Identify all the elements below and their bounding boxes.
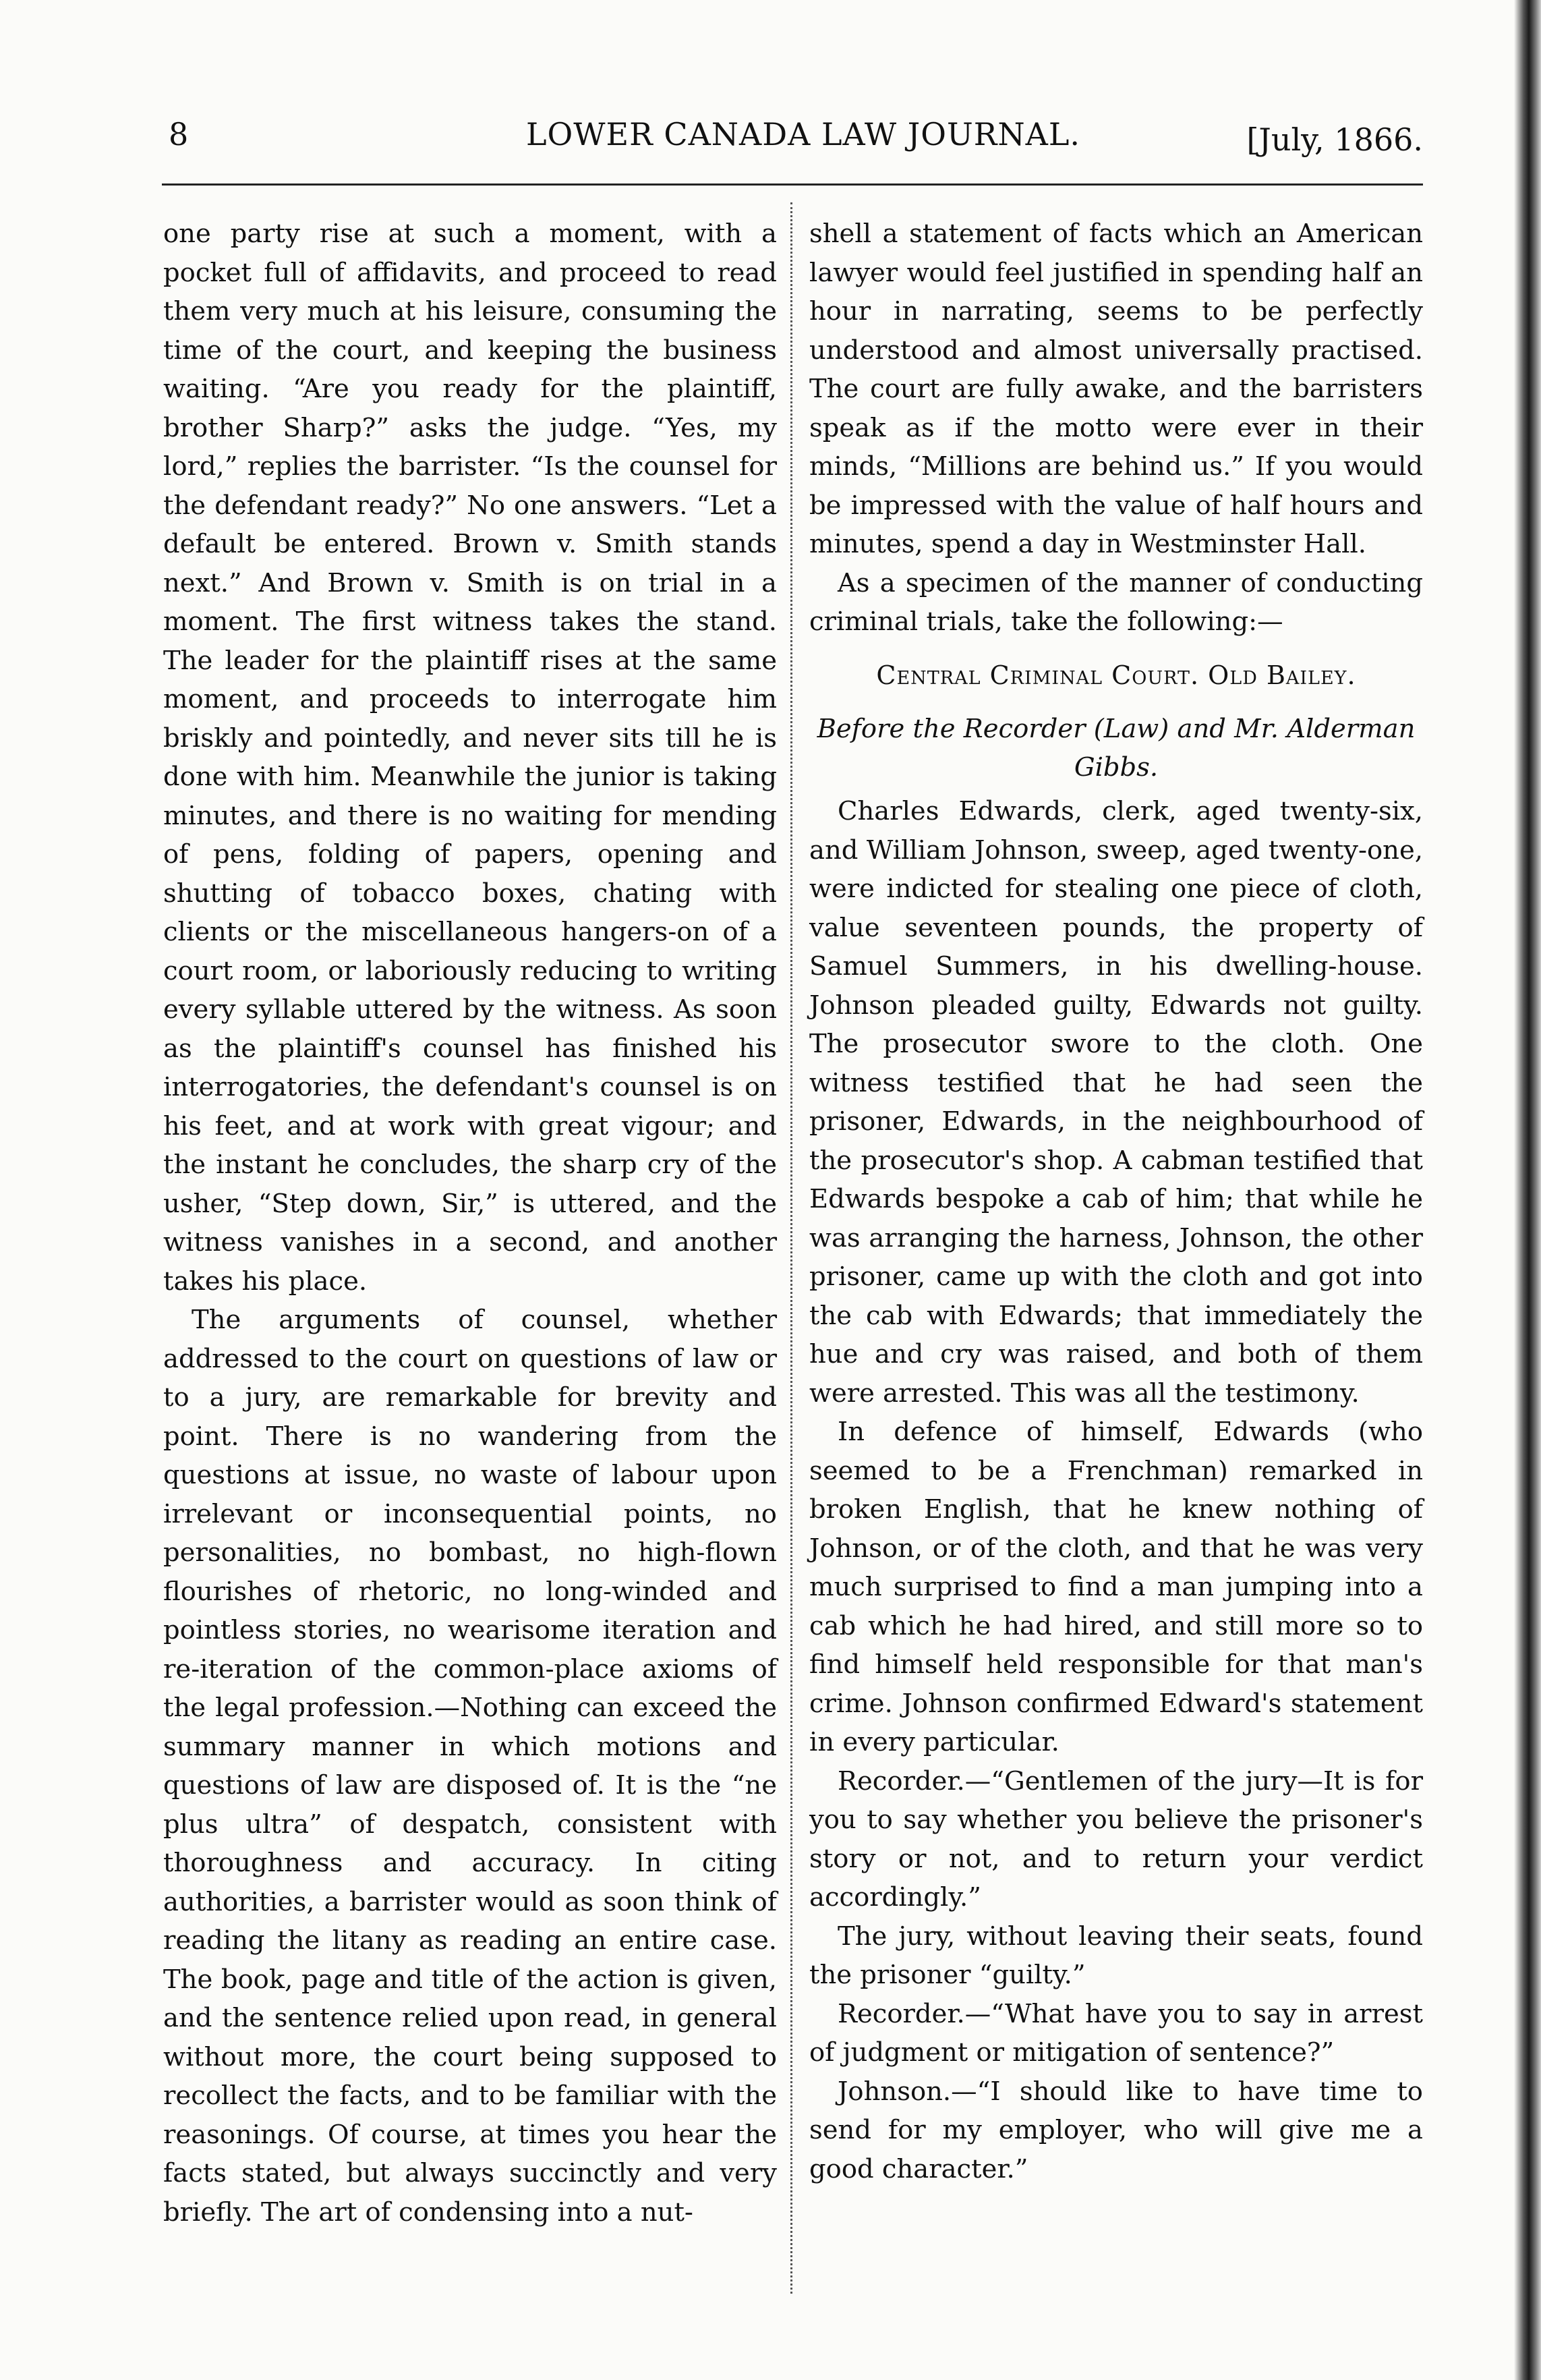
left-column (163, 215, 777, 2232)
right-paragraph-2: As a specimen of the manner of conducting criminal trials, take the following:— (809, 567, 1423, 637)
left-paragraph-2: The arguments of counsel, whether addressed to the court on questions of law or to a jury, are remarkable for brevity and point. There is no wandering from the questions at issue, no waste of labour upon irrelevant or inconsequential points, no personalities, no bombast, no high-flown flourishes of rhetoric, no long-winded and pointless stories, no wearisome iteration and re-iteration of the common-place axioms of the legal profession.—Nothing can exceed the summary manner in which motions and questions of law are disposed of. It is the “ne plus ultra” of despatch, consistent with thoroughness and accuracy. In citing authorities, a barrister would as soon think of reading the litany as reading an entire case. The book, page and title of the action is given, and the sentence relied upon read, in general without more, the court being supposed to recollect the facts, and to be familiar with the reasonings. Of course, at times you hear the facts stated, but always succinctly and very briefly. The art of condensing into a nut- (163, 1305, 777, 2228)
page-header (169, 108, 1423, 162)
right-paragraph-8: Johnson.—“I should like to have time to send for my employer, who will give me a good character.” (809, 2076, 1423, 2184)
right-column (809, 215, 1423, 2188)
issue-date: [July, 1866. (1246, 121, 1423, 158)
page-edge-binding (1514, 0, 1541, 2380)
left-paragraph-1: one party rise at such a moment, with a pocket full of affidavits, and proceed to read them very much at his leisure, consuming the time of the court, and keeping the business waiting. “Are you ready for the plaintiff, brother Sharp?” asks the judge. “Yes, my lord,” replies the barrister. “Is the counsel for the defendant ready?” No one answers. “Let a default be entered. Brown v. Smith stands next.” And Brown v. Smith is on trial in a moment. The first witness takes the stand. The leader for the plaintiff rises at the same moment, and proceeds to interrogate him briskly and pointedly, and never sits till he is done with him. Meanwhile the junior is taking minutes, and there is no waiting for mending of pens, folding of papers, opening and shutting of tobacco boxes, chating with clients or the miscellaneous hangers-on of a court room, or laboriously reducing to writing every syllable uttered by the witness. As soon as the plaintiff's counsel has finished his interrogatories, the defendant's counsel is on his feet, and at work with great vigour; and the instant he concludes, the sharp cry of the usher, “Step down, Sir,” is uttered, and the witness vanishes in a second, and another takes his place. (163, 219, 777, 1297)
section-heading: Central Criminal Court. Old Bailey. (876, 660, 1356, 690)
right-paragraph-1: shell a statement of facts which an American lawyer would feel justified in spending half an hour in narrating, seems to be perfectly understood and almost universally practised. The court are fully awake, and the barristers speak as if the motto were ever in their minds, “Millions are behind us.” If you would be impressed with the value of half hours and minutes, spend a day in Westminster Hall. (809, 219, 1423, 559)
column-divider (790, 202, 792, 2294)
right-paragraph-7: Recorder.—“What have you to say in arrest of judgment or mitigation of sentence?” (809, 1998, 1423, 2068)
header-rule (162, 183, 1423, 186)
right-paragraph-5: Recorder.—“Gentlemen of the jury—It is for you to say whether you believe the prisoner's story or not, and to return your verdict accordingly.” (809, 1765, 1423, 1913)
journal-title: LOWER CANADA LAW JOURNAL. (526, 116, 1080, 152)
right-paragraph-4: In defence of himself, Edwards (who seemed to be a Frenchman) remarked in broken English, that he knew nothing of Johnson, or of the cloth, and that he was very much surprised to find a man jumping into a cab which he had hired, and still more so to find himself held responsible for that man's crime. Johnson confirmed Edward's statement in every particular. (809, 1417, 1423, 1757)
right-paragraph-6: The jury, without leaving their seats, found the prisoner “guilty.” (809, 1921, 1423, 1990)
case-caption: Before the Recorder (Law) and Mr. Alderman Gibbs. (817, 714, 1416, 783)
page-number: 8 (169, 116, 189, 152)
right-paragraph-3: Charles Edwards, clerk, aged twenty-six, and William Johnson, sweep, aged twenty-one, were indicted for stealing one piece of cloth, value seventeen pounds, the property of Samuel Summers, in his dwelling-house. Johnson pleaded guilty, Edwards not guilty. The prosecutor swore to the cloth. One witness testified that he had seen the prisoner, Edwards, in the neighbourhood of the prosecutor's shop. A cabman testified that Edwards bespoke a cab of him; that while he was arranging the harness, Johnson, the other prisoner, came up with the cloth and got into the cab with Edwards; that immediately the hue and cry was raised, and both of them were arrested. This was all the testimony. (809, 796, 1423, 1409)
